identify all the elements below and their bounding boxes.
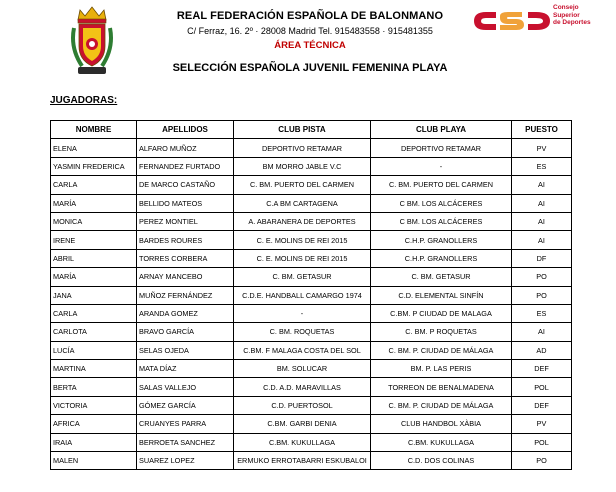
table-row (51, 396, 572, 414)
cell-apellidos: BARDES ROURES (137, 231, 234, 249)
cell-club-pista: C. E. MOLINS DE REI 2015 (234, 249, 371, 267)
table-row (51, 157, 572, 175)
header-puesto: PUESTO (512, 121, 572, 139)
cell-apellidos: FERNANDEZ FURTADO (137, 157, 234, 175)
cell-apellidos: GÓMEZ GARCÍA (137, 396, 234, 414)
table-row (51, 268, 572, 286)
table-row (51, 249, 572, 267)
cell-nombre: CARLA (51, 304, 137, 322)
header-club-pista: CLUB PISTA (234, 121, 371, 139)
cell-apellidos: SELAS OJEDA (137, 341, 234, 359)
cell-apellidos: MATA DÍAZ (137, 360, 234, 378)
cell-club-pista: DEPORTIVO RETAMAR (234, 139, 371, 157)
cell-apellidos: TORRES CORBERA (137, 249, 234, 267)
cell-club-pista: C.BM. KUKULLAGA (234, 433, 371, 451)
table-row (51, 231, 572, 249)
cell-apellidos: CRUANYES PARRA (137, 415, 234, 433)
cell-club-pista: C.BM. GARBI DENIA (234, 415, 371, 433)
cell-puesto: ES (512, 304, 572, 322)
cell-club-playa: C. BM. P. CIUDAD DE MÁLAGA (371, 341, 512, 359)
cell-nombre: CARLA (51, 176, 137, 194)
cell-puesto: PO (512, 452, 572, 470)
cell-nombre: IRAIA (51, 433, 137, 451)
csd-text-line: Consejo (553, 4, 579, 11)
cell-puesto: AI (512, 212, 572, 230)
cell-nombre: JANA (51, 286, 137, 304)
cell-apellidos: SUAREZ LOPEZ (137, 452, 234, 470)
federation-name: REAL FEDERACIÓN ESPAÑOLA DE BALONMANO (176, 10, 444, 22)
table-row (51, 378, 572, 396)
csd-text-line: Superior (553, 11, 580, 19)
cell-nombre: MARTINA (51, 360, 137, 378)
table-row (51, 304, 572, 322)
cell-puesto: AI (512, 176, 572, 194)
cell-nombre: CARLOTA (51, 323, 137, 341)
cell-nombre: VICTORIA (51, 396, 137, 414)
table-header-row (51, 121, 572, 139)
cell-club-pista: C. E. MOLINS DE REI 2015 (234, 231, 371, 249)
cell-club-pista: ERMUKO ERROTABARRI ESKUBALOI (234, 452, 371, 470)
cell-club-playa: C.BM. KUKULLAGA (371, 433, 512, 451)
cell-puesto: ES (512, 157, 572, 175)
cell-puesto: DEF (512, 360, 572, 378)
cell-apellidos: SALAS VALLEJO (137, 378, 234, 396)
cell-puesto: AI (512, 194, 572, 212)
cell-club-playa: C.D. ELEMENTAL SINFÍN (371, 286, 512, 304)
cell-club-playa: C. BM. GETASUR (371, 268, 512, 286)
cell-puesto: AD (512, 341, 572, 359)
cell-club-pista: C. BM. PUERTO DEL CARMEN (234, 176, 371, 194)
cell-nombre: IRENE (51, 231, 137, 249)
cell-club-playa: C.H.P. GRANOLLERS (371, 231, 512, 249)
cell-nombre: ELENA (51, 139, 137, 157)
cell-apellidos: DE MARCO CASTAÑO (137, 176, 234, 194)
cell-nombre: AFRICA (51, 415, 137, 433)
players-table (50, 120, 572, 470)
cell-puesto: PV (512, 415, 572, 433)
csd-text (553, 4, 615, 27)
cell-club-pista: C.A BM CARTAGENA (234, 194, 371, 212)
cell-club-playa: C.BM. P CIUDAD DE MALAGA (371, 304, 512, 322)
cell-nombre: MONICA (51, 212, 137, 230)
cell-apellidos: ARANDA GOMEZ (137, 304, 234, 322)
table-row (51, 212, 572, 230)
cell-club-playa: C BM. LOS ALCÁCERES (371, 212, 512, 230)
cell-nombre: MARÍA (51, 268, 137, 286)
cell-club-playa: C BM. LOS ALCÁCERES (371, 194, 512, 212)
cell-club-playa: C. BM. P. CIUDAD DE MÁLAGA (371, 396, 512, 414)
csd-logo (472, 6, 552, 36)
cell-club-playa: C. BM. P ROQUETAS (371, 323, 512, 341)
cell-nombre: BERTA (51, 378, 137, 396)
table-row (51, 194, 572, 212)
cell-club-pista: - (234, 304, 371, 322)
cell-club-playa: C. BM. PUERTO DEL CARMEN (371, 176, 512, 194)
cell-puesto: AI (512, 323, 572, 341)
header-nombre: NOMBRE (51, 121, 137, 139)
section-label-jugadoras: JUGADORAS: (50, 95, 118, 106)
table-row (51, 433, 572, 451)
area-tecnica-label: ÁREA TÉCNICA (274, 40, 346, 51)
cell-club-playa: CLUB HANDBOL XÀBIA (371, 415, 512, 433)
players-table-body (51, 139, 572, 470)
cell-club-pista: C.D.E. HANDBALL CAMARGO 1974 (234, 286, 371, 304)
table-row (51, 139, 572, 157)
cell-apellidos: MUÑOZ FERNÁNDEZ (137, 286, 234, 304)
federation-address: C/ Ferraz, 16. 2º · 28008 Madrid Tel. 915483558 · 915481355 (187, 26, 433, 36)
document-title: SELECCIÓN ESPAÑOLA JUVENIL FEMENINA PLAYA (172, 62, 448, 74)
rfebm-crest-logo (70, 4, 114, 78)
cell-nombre: MALEN (51, 452, 137, 470)
cell-club-pista: BM. SOLUCAR (234, 360, 371, 378)
cell-apellidos: ALFARO MUÑOZ (137, 139, 234, 157)
cell-puesto: DEF (512, 396, 572, 414)
cell-club-pista: BM MORRO JABLE V.C (234, 157, 371, 175)
cell-nombre: LUCÍA (51, 341, 137, 359)
cell-nombre: YASMIN FREDERICA (51, 157, 137, 175)
cell-apellidos: ARNAY MANCEBO (137, 268, 234, 286)
cell-apellidos: BERROETA SANCHEZ (137, 433, 234, 451)
cell-puesto: POL (512, 378, 572, 396)
csd-text-line: de Deportes (553, 19, 591, 26)
cell-apellidos: BELLIDO MATEOS (137, 194, 234, 212)
cell-club-playa: BM. P. LAS PERIS (371, 360, 512, 378)
cell-club-pista: A. ABARANERA DE DEPORTES (234, 212, 371, 230)
cell-club-pista: C. BM. GETASUR (234, 268, 371, 286)
cell-club-pista: C. BM. ROQUETAS (234, 323, 371, 341)
cell-apellidos: BRAVO GARCÍA (137, 323, 234, 341)
table-row (51, 415, 572, 433)
cell-club-playa: C.D. DOS COLINAS (371, 452, 512, 470)
table-row (51, 176, 572, 194)
cell-club-playa: - (371, 157, 512, 175)
table-row (51, 452, 572, 470)
table-row (51, 286, 572, 304)
cell-club-pista: C.D. A.D. MARAVILLAS (234, 378, 371, 396)
cell-club-playa: C.H.P. GRANOLLERS (371, 249, 512, 267)
cell-club-pista: C.BM. F MALAGA COSTA DEL SOL (234, 341, 371, 359)
cell-nombre: MARÍA (51, 194, 137, 212)
cell-puesto: AI (512, 231, 572, 249)
table-row (51, 360, 572, 378)
header-club-playa: CLUB PLAYA (371, 121, 512, 139)
cell-puesto: POL (512, 433, 572, 451)
cell-puesto: PV (512, 139, 572, 157)
cell-nombre: ABRIL (51, 249, 137, 267)
cell-puesto: PO (512, 286, 572, 304)
cell-apellidos: PEREZ MONTIEL (137, 212, 234, 230)
cell-club-pista: C.D. PUERTOSOL (234, 396, 371, 414)
header-apellidos: APELLIDOS (137, 121, 234, 139)
cell-puesto: PO (512, 268, 572, 286)
table-row (51, 341, 572, 359)
table-row (51, 323, 572, 341)
cell-puesto: DF (512, 249, 572, 267)
cell-club-playa: DEPORTIVO RETAMAR (371, 139, 512, 157)
cell-club-playa: TORREON DE BENALMADENA (371, 378, 512, 396)
